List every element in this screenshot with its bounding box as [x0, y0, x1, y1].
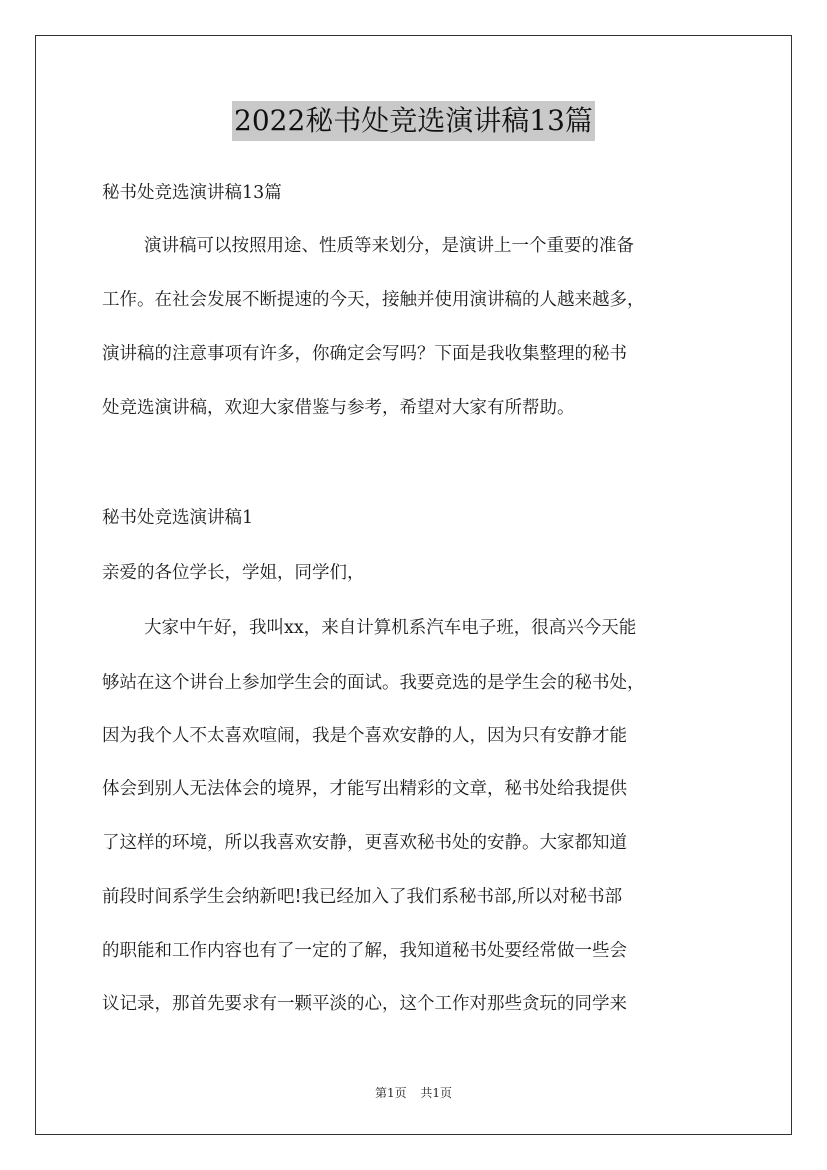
intro-line: 演讲稿可以按照用途、性质等来划分，是演讲上一个重要的准备 — [144, 236, 634, 256]
body-line: 因为我个人不太喜欢喧闹，我是个喜欢安静的人，因为只有安静才能 — [102, 726, 627, 746]
document-subtitle: 秘书处竞选演讲稿13篇 — [102, 183, 282, 203]
intro-line: 演讲稿的注意事项有许多，你确定会写吗？下面是我收集整理的秘书 — [102, 344, 627, 364]
intro-line: 工作。在社会发展不断提速的今天，接触并使用演讲稿的人越来越多， — [102, 290, 645, 310]
page-number: 第1页 — [374, 1086, 407, 1100]
body-line: 够站在这个讲台上参加学生会的面试。我要竞选的是学生会的秘书处， — [102, 673, 645, 693]
section-heading: 秘书处竞选演讲稿1 — [102, 508, 254, 528]
document-title: 2022秘书处竞选演讲稿13篇 — [232, 101, 595, 141]
page-total: 共1页 — [420, 1086, 453, 1100]
body-line: 了这样的环境，所以我喜欢安静，更喜欢秘书处的安静。大家都知道 — [102, 833, 627, 853]
body-line: 前段时间系学生会纳新吧!我已经加入了我们系秘书部,所以对秘书部 — [102, 887, 623, 907]
body-line: 议记录，那首先要求有一颗平淡的心，这个工作对那些贪玩的同学来 — [102, 994, 627, 1014]
body-line: 大家中午好，我叫xx，来自计算机系汽车电子班，很高兴今天能 — [144, 618, 637, 638]
title-container — [0, 101, 827, 141]
greeting: 亲爱的各位学长，学姐，同学们， — [102, 563, 365, 583]
intro-line: 处竞选演讲稿，欢迎大家借鉴与参考，希望对大家有所帮助。 — [102, 398, 575, 418]
page-footer — [0, 1084, 827, 1101]
body-line: 体会到别人无法体会的境界，才能写出精彩的文章，秘书处给我提供 — [102, 779, 627, 799]
body-line: 的职能和工作内容也有了一定的了解，我知道秘书处要经常做一些会 — [102, 941, 627, 961]
